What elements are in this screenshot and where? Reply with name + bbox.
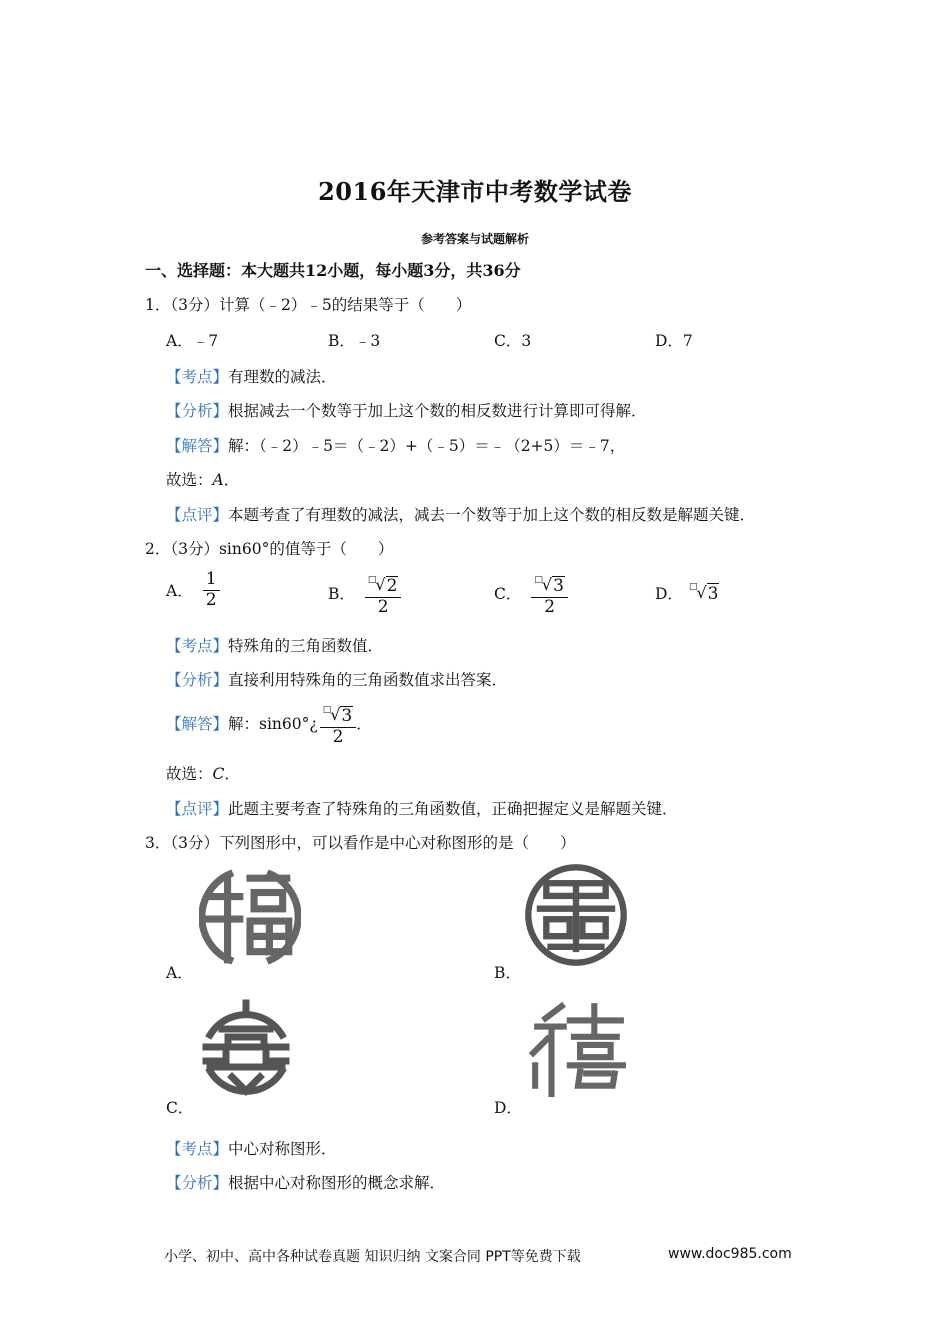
radical	[689, 583, 720, 604]
radicand: 3	[553, 576, 564, 596]
fenxi-tag: 【分析】	[166, 1174, 229, 1192]
q3-stem: 3．（3分）下列图形中，可以看作是中心对称图形的是（ ）	[145, 834, 576, 852]
q1-option-b: B．﹣3	[328, 332, 381, 350]
radical-index: □	[322, 705, 332, 715]
q2-option-d	[655, 582, 719, 604]
q2-option-c	[494, 568, 568, 617]
kaodian-text: 特殊角的三角函数值．	[228, 637, 384, 655]
jieda-text: 解：（﹣2）﹣5＝（﹣2）+（﹣5）＝﹣（2+5）＝﹣7，	[228, 437, 626, 455]
kaodian-tag: 【考点】	[166, 637, 229, 655]
q2-jieda	[166, 698, 372, 747]
q3-option-d: D．	[494, 1099, 522, 1117]
fenxi-tag: 【分析】	[166, 671, 229, 689]
radicand: 2	[386, 576, 398, 596]
radical-index: □	[688, 581, 698, 592]
option-label: C．	[494, 584, 522, 603]
kaodian-tag: 【考点】	[166, 1140, 229, 1158]
dianping-text: 此题主要考查了特殊角的三角函数值，正确把握定义是解题关键．	[228, 800, 678, 818]
numerator	[320, 698, 357, 728]
q2-kaodian	[166, 634, 383, 656]
radical	[368, 576, 399, 597]
q1-option-a: A．﹣7	[166, 332, 219, 350]
q3-option-b: B．	[494, 964, 521, 982]
q2-option-a	[166, 570, 220, 610]
page-subtitle: 参考答案与试题解析	[420, 232, 529, 246]
kaodian-text: 中心对称图形．	[228, 1140, 337, 1158]
jieda-text: 解：sin60°¿	[228, 714, 318, 733]
kaodian-tag: 【考点】	[166, 368, 229, 386]
radical-index: □	[367, 575, 377, 585]
seal-fu-icon	[199, 866, 301, 968]
q2-fenxi	[166, 668, 507, 690]
fraction	[365, 568, 402, 617]
sqrt-icon: √	[375, 575, 386, 594]
jieda-tag: 【解答】	[166, 437, 229, 455]
kaodian-text: 有理数的减法．	[228, 368, 337, 386]
numerator	[365, 568, 402, 598]
page-title: 2016年天津市中考数学试卷	[318, 177, 632, 206]
q3-kaodian	[166, 1137, 337, 1159]
guxuan-answer: A	[212, 471, 224, 489]
jieda-tag: 【解答】	[166, 714, 229, 733]
fenxi-tag: 【分析】	[166, 402, 229, 420]
radicand: 3	[707, 583, 719, 604]
dianping-tag: 【点评】	[166, 800, 229, 818]
guxuan-label: 故选：	[166, 471, 213, 489]
footer-text: 小学、初中、高中各种试卷真题 知识归纳 文案合同 PPT等免费下载	[164, 1249, 581, 1265]
denominator: 2	[544, 596, 556, 617]
denominator: 2	[377, 596, 389, 617]
q1-jieda	[166, 434, 625, 456]
guxuan-period: ．	[223, 471, 240, 489]
denominator: 2	[205, 589, 217, 610]
q2-stem: 2．（3分）sin60°的值等于（ ）	[145, 540, 394, 558]
dianping-tag: 【点评】	[166, 506, 229, 524]
q3-option-c: C．	[166, 1099, 194, 1117]
radical	[534, 576, 565, 597]
period: ．	[356, 714, 372, 733]
radical	[323, 706, 354, 727]
q2-option-b	[328, 568, 401, 617]
dianping-text: 本题考查了有理数的减法，减去一个数等于加上这个数的相反数是解题关键．	[228, 506, 756, 524]
fraction	[203, 570, 220, 610]
seal-shou-split-icon	[196, 998, 296, 1100]
footer-link[interactable]: www.doc985.com	[668, 1246, 792, 1262]
q1-option-d: D．7	[655, 332, 693, 350]
section-heading: 一、选择题：本大题共12小题，每小题3分，共36分	[145, 261, 521, 280]
radicand: 3	[341, 706, 353, 726]
seal-xi-icon	[525, 998, 631, 1100]
fenxi-text: 根据中心对称图形的概念求解．	[228, 1174, 446, 1192]
denominator: 2	[332, 726, 344, 747]
q1-guxuan	[166, 468, 239, 490]
option-label: B．	[328, 584, 355, 603]
q3-option-a: A．	[166, 964, 193, 982]
q1-stem: 1．（3分）计算（﹣2）﹣5的结果等于（ ）	[145, 296, 472, 314]
fraction	[531, 568, 568, 617]
q1-fenxi	[166, 399, 647, 421]
sqrt-icon: √	[330, 705, 341, 724]
numerator	[531, 568, 568, 598]
q2-guxuan	[166, 762, 240, 784]
guxuan-answer: C	[212, 765, 225, 783]
q1-kaodian	[166, 365, 337, 387]
sqrt-icon: √	[541, 575, 553, 594]
option-label: D．	[655, 585, 683, 603]
radical-index: □	[534, 575, 543, 585]
q3-fenxi	[166, 1171, 445, 1193]
guxuan-label: 故选：	[166, 765, 213, 783]
fenxi-text: 直接利用特殊角的三角函数值求出答案．	[228, 671, 508, 689]
seal-shou-round-icon	[523, 862, 629, 968]
q2-dianping	[166, 797, 678, 819]
q1-dianping	[166, 503, 755, 525]
q1-option-c: C．3	[494, 332, 532, 350]
fraction	[320, 698, 357, 747]
sqrt-icon: √	[696, 582, 707, 602]
guxuan-period: ．	[224, 765, 240, 783]
numerator: 1	[203, 570, 220, 591]
fenxi-text: 根据减去一个数等于加上这个数的相反数进行计算即可得解．	[228, 402, 647, 420]
option-label: A．	[166, 582, 193, 601]
